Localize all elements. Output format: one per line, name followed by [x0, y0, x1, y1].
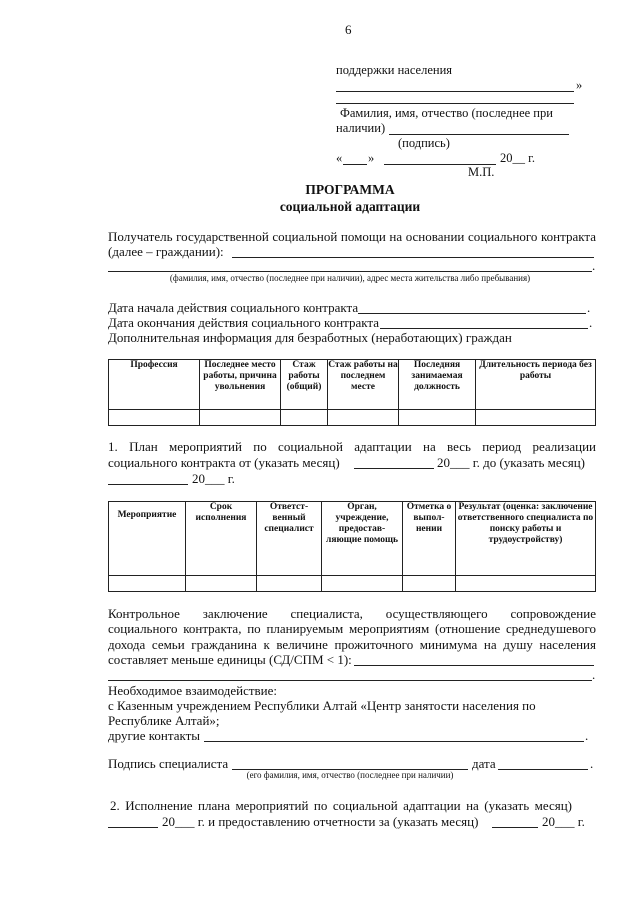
approval-stamp: М.П.: [468, 165, 495, 179]
table1-cell[interactable]: [109, 410, 200, 426]
table2-cell[interactable]: [109, 576, 186, 592]
conclusion-line-2: социального контракта, по планируемым мероприятиям (отношение среднедушевого: [108, 621, 596, 636]
interaction-label: Необходимое взаимодействие:: [108, 683, 278, 698]
recipient-caption: (фамилия, имя, отчество (последнее при наличии), адрес места жительства либо пребывания): [169, 273, 531, 283]
page-number: 6: [345, 22, 352, 37]
contract-start-label: Дата начала действия социального контракта: [108, 300, 359, 315]
other-contacts-dot: .: [585, 728, 589, 743]
plan-line-2a: социального контракта от (указать месяц): [108, 455, 340, 470]
table1-cell[interactable]: [399, 410, 476, 426]
signature-dot: .: [590, 756, 594, 771]
contract-end-label: Дата окончания действия социального контракта: [108, 315, 380, 330]
approval-signature-label: (подпись): [398, 136, 450, 150]
interaction-line-2: Республике Алтай»;: [108, 713, 220, 728]
program-subtitle: социальной адаптации: [279, 199, 421, 214]
execution-line-2a: 20___ г. и предоставлению отчетности за (указать месяц): [162, 814, 479, 829]
other-contacts-line: [204, 741, 584, 742]
table2-cell[interactable]: [186, 576, 257, 592]
conclusion-line-3: дохода семьи гражданина к величине прожиточного минимума на душу населения: [108, 637, 596, 652]
table2-cell[interactable]: [403, 576, 456, 592]
table2-header-deadline: Срок исполнения: [186, 502, 257, 576]
signature-label: Подпись специалиста: [108, 756, 229, 771]
approval-date-close: »: [368, 151, 375, 165]
contract-start-dot: .: [587, 300, 591, 315]
approval-year: 20__ г.: [500, 151, 535, 165]
table-row: [109, 576, 596, 592]
plan-line-3: 20___ г.: [192, 471, 235, 486]
table-row: [109, 410, 596, 426]
signature-date-line: [498, 769, 588, 770]
approval-fio-label: Фамилия, имя, отчество (последнее при: [340, 106, 553, 120]
table2-header-completion: Отметка о выпол-нении: [403, 502, 456, 576]
table1-header-last-experience: Стаж работы на последнем месте: [328, 360, 399, 410]
table1-cell[interactable]: [328, 410, 399, 426]
recipient-address-line: [108, 271, 592, 272]
plan-end-month-line: [108, 484, 188, 485]
plan-line-2b: 20___ г. до (указать месяц): [437, 455, 585, 470]
signature-date-label: дата: [472, 756, 496, 771]
approval-quote: »: [576, 78, 583, 92]
table2-cell[interactable]: [456, 576, 596, 592]
conclusion-fill-line-2: [108, 680, 592, 681]
table2-header-responsible: Ответст-венный специалист: [257, 502, 322, 576]
table2-header-activity: Мероприятие: [109, 502, 186, 576]
recipient-period: .: [592, 258, 596, 273]
table2-header-organization: Орган, учреждение, предостав-ляющие помощь: [322, 502, 403, 576]
approval-org-line: [336, 91, 574, 92]
execution-month-line-1: [108, 827, 158, 828]
approval-day-line: [343, 164, 367, 165]
execution-line-2b: 20___ г.: [542, 814, 585, 829]
program-title: ПРОГРАММА: [305, 182, 395, 197]
contract-end-line: [380, 328, 588, 329]
table1-header-profession: Профессия: [109, 360, 200, 410]
recipient-text-2: (далее – граждании):: [108, 244, 224, 259]
plan-start-month-line: [354, 468, 434, 469]
approval-name-line: [336, 103, 574, 104]
table1-cell[interactable]: [476, 410, 596, 426]
contract-end-dot: .: [589, 315, 593, 330]
table1-cell[interactable]: [200, 410, 281, 426]
execution-line-1: 2. Исполнение плана мероприятий по социальной адаптации на (указать месяц): [110, 798, 572, 813]
plan-line-1: 1. План мероприятий по социальной адаптации на весь период реализации: [108, 439, 596, 454]
other-contacts-label: другие контакты: [108, 728, 201, 743]
conclusion-fill-line: [354, 665, 594, 666]
interaction-line-1: с Казенным учреждением Республики Алтай «Центр занятости населения по: [108, 698, 536, 713]
execution-month-line-2: [492, 827, 538, 828]
table1-cell[interactable]: [281, 410, 328, 426]
conclusion-dot: .: [592, 667, 596, 682]
approval-date-open: «: [336, 151, 343, 165]
recipient-name-line: [232, 257, 594, 258]
contract-start-line: [358, 313, 586, 314]
recipient-text: Получатель государственной социальной помощи на основании социального контракта: [108, 229, 596, 244]
table2-cell[interactable]: [322, 576, 403, 592]
unemployed-info-table: [108, 359, 596, 426]
approval-fio-label-2: наличии): [336, 121, 386, 135]
activities-table: [108, 501, 596, 592]
approval-signature-line: [389, 134, 569, 135]
table1-header-last-job: Последнее место работы, причина увольнения: [200, 360, 281, 410]
table2-cell[interactable]: [257, 576, 322, 592]
approval-org-text: поддержки населения: [336, 63, 453, 77]
table1-header-last-position: Последняя занимаемая должность: [399, 360, 476, 410]
table1-header-unemployment-period: Длительность периода без работы: [476, 360, 596, 410]
conclusion-line-1: Контрольное заключение специалиста, осуществляющего сопровождение: [108, 606, 596, 621]
table2-header-result: Результат (оценка: заключение ответственного специалиста по поиску работы и трудоустройству): [456, 502, 596, 576]
signature-caption: (его фамилия, имя, отчество (последнее при наличии): [246, 770, 454, 780]
unemployed-info-label: Дополнительная информация для безработных (неработающих) граждан: [108, 330, 512, 345]
table1-header-total-experience: Стаж работы (общий): [281, 360, 328, 410]
conclusion-line-4: составляет меньше единицы (СД/СПМ < 1):: [108, 652, 352, 667]
